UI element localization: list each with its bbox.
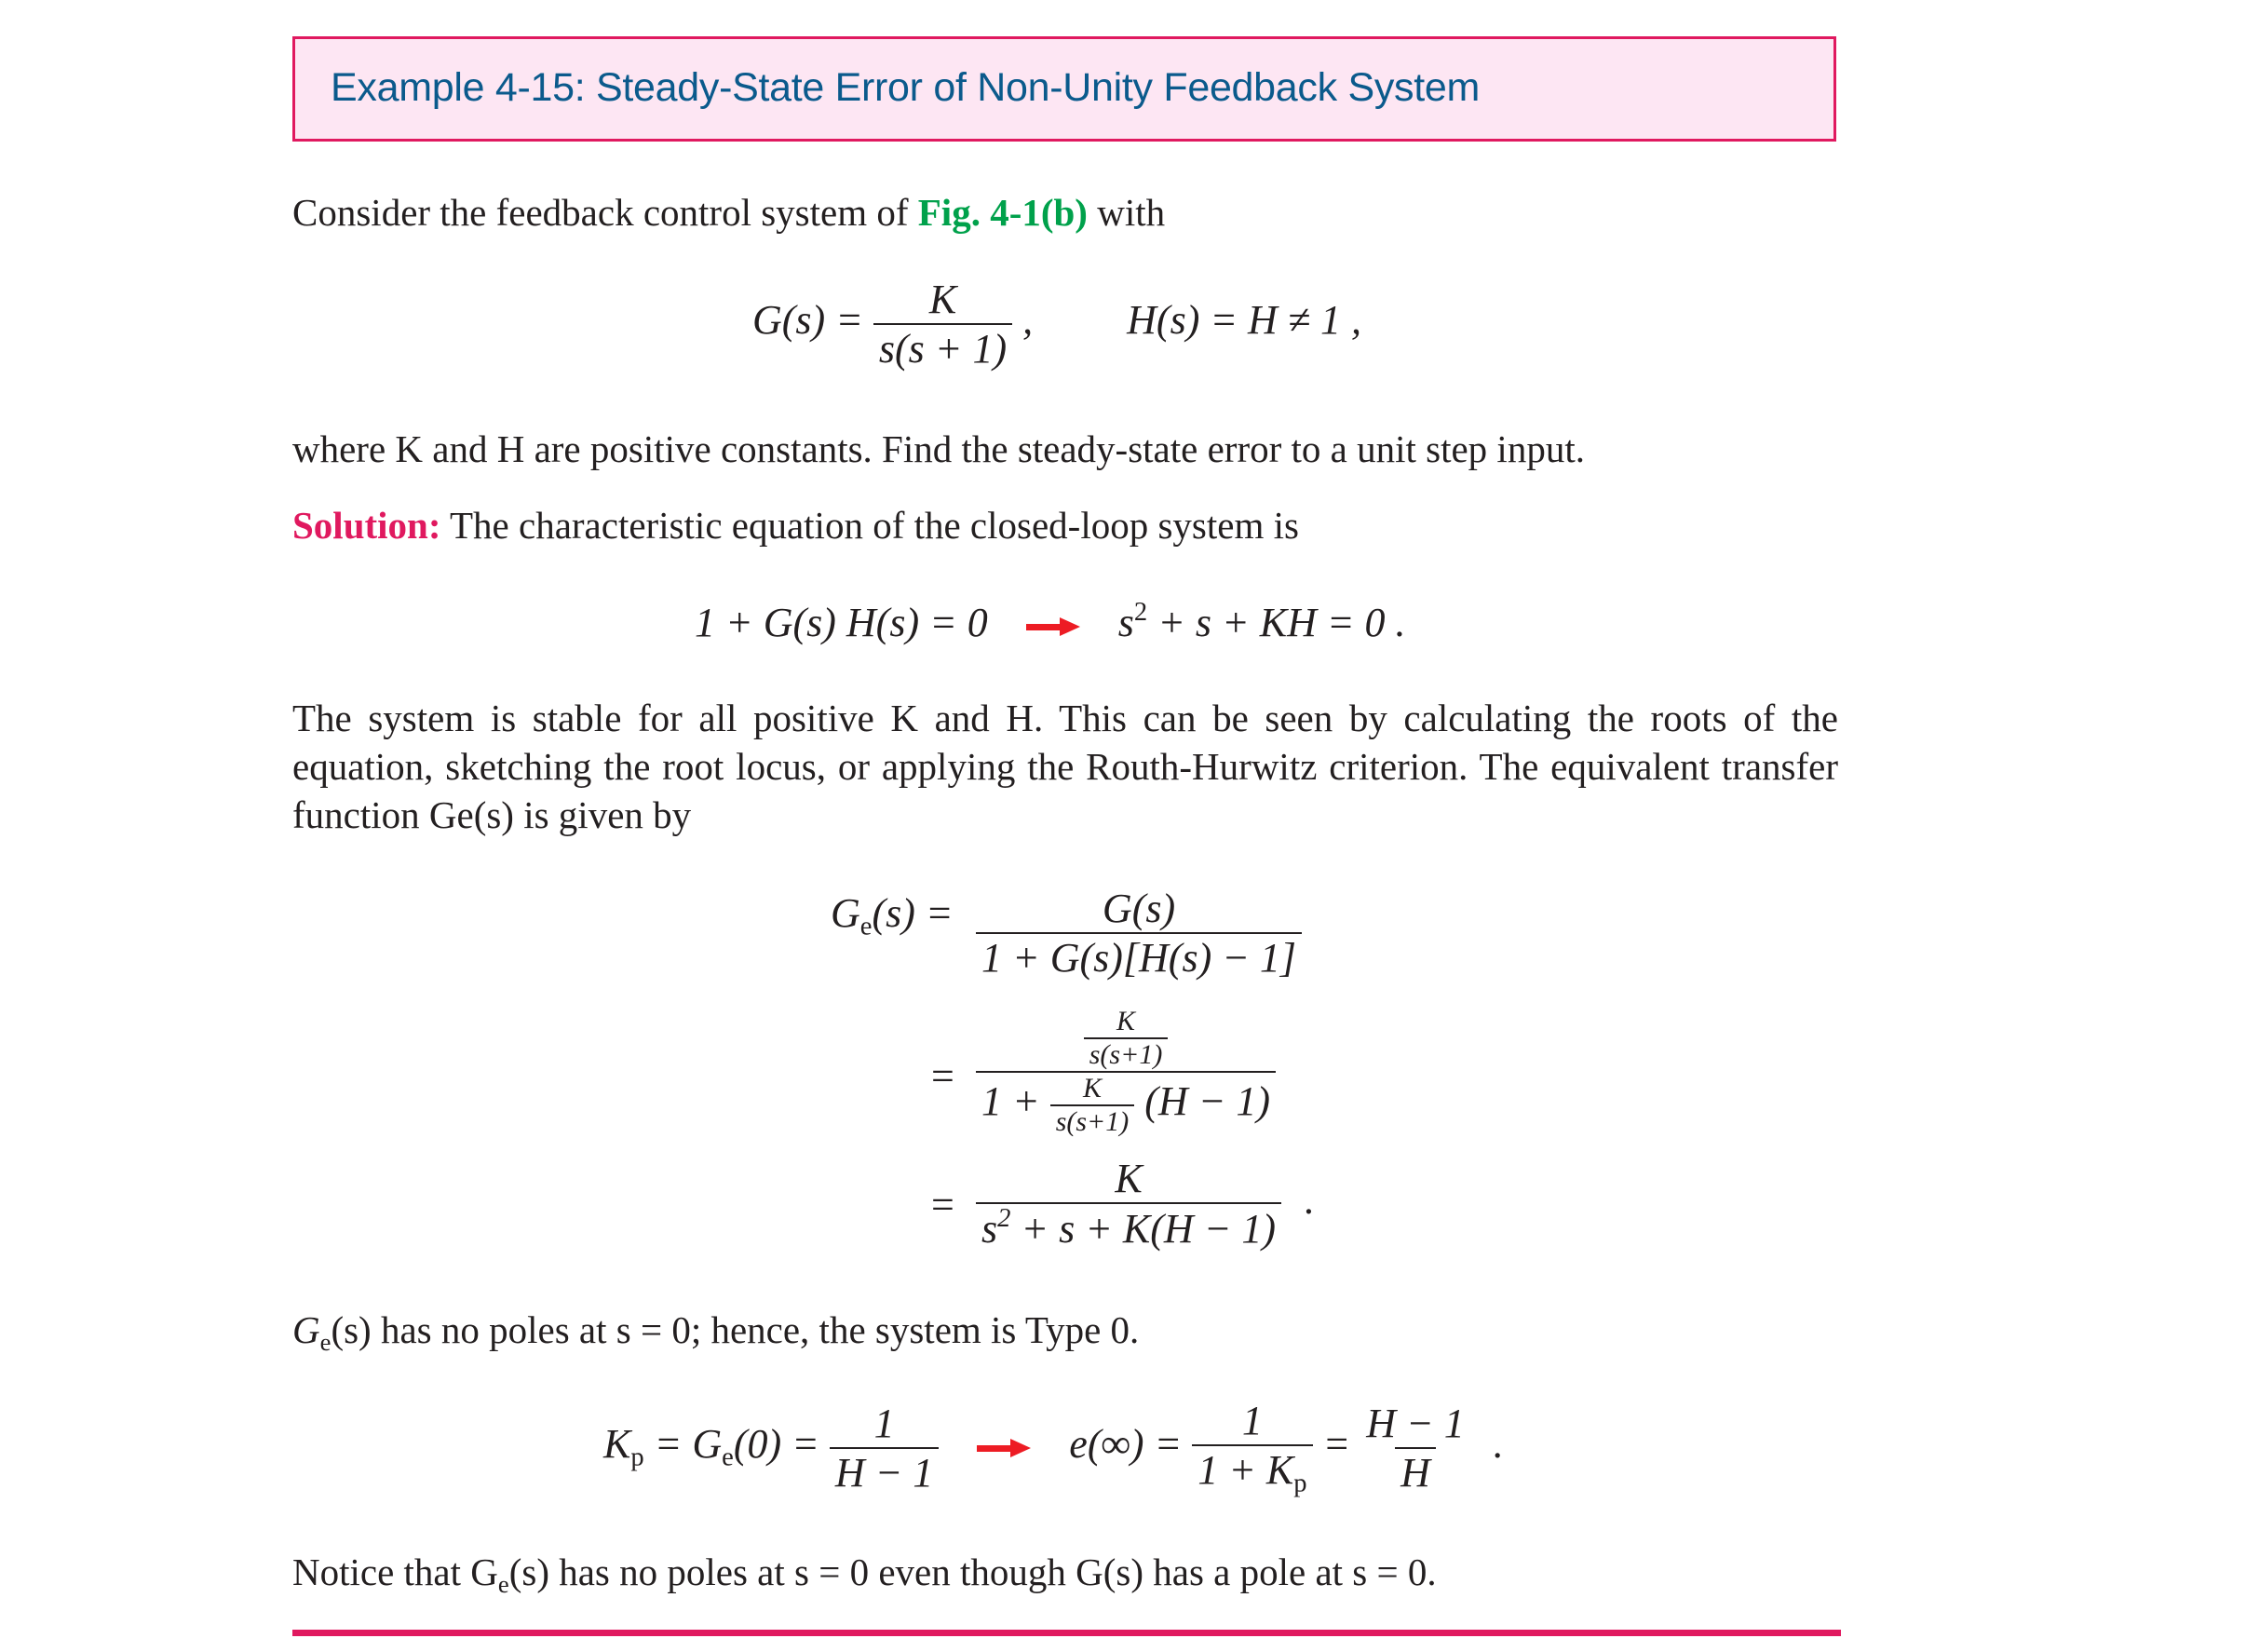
- err-den-sub: p: [1293, 1469, 1307, 1498]
- ge-g: G: [831, 890, 860, 936]
- kp-frac-den: H − 1: [830, 1447, 939, 1496]
- problem-statement: where K and H are positive constants. Find the steady-state error to a unit step input.: [292, 427, 1585, 470]
- solution-label: Solution:: [292, 504, 441, 547]
- intro-paragraph: [292, 188, 1838, 237]
- equals: =: [1322, 1420, 1351, 1467]
- error-fraction-1: [1192, 1397, 1312, 1499]
- ge-fraction-3: [976, 1155, 1281, 1253]
- ge-line3-numerator: K: [1115, 1156, 1143, 1201]
- den-rest: + s + K(H − 1): [1010, 1206, 1277, 1253]
- char-eq-lhs: 1 + G(s) H(s) = 0: [695, 600, 988, 646]
- nested-den-den: s(s+1): [1050, 1104, 1135, 1138]
- solution-text: The characteristic equation of the closed-loop system is: [440, 504, 1299, 547]
- note-after: (s) has no poles at s = 0 even though G(s) has a pole at s = 0.: [508, 1550, 1437, 1593]
- ge-sub: e: [722, 1442, 734, 1472]
- note-sub: e: [497, 1569, 509, 1598]
- error-equation: [603, 1397, 1504, 1499]
- stability-paragraph: The system is stable for all positive K and H. This can be seen by calculating the roots of the equation, sketching the root locus, or applying the Routh-Hurwitz criterion. The equivalent transfer function Ge(s) is given by: [292, 697, 1838, 836]
- ge-line-3-equals: =: [931, 1182, 954, 1227]
- ge-subscript: e: [859, 912, 873, 941]
- ge-lhs: [831, 889, 954, 942]
- example-title: Example 4-15: Steady-State Error of Non-Unity Feedback System: [331, 65, 1481, 110]
- solution-paragraph: [292, 501, 1838, 549]
- note-paragraph: [292, 1548, 1838, 1608]
- char-eq-exponent: 2: [1133, 598, 1148, 627]
- eq-ge: = G: [643, 1420, 723, 1467]
- ge-line2-numerator: [1078, 1006, 1174, 1071]
- ge-line-2: [976, 1006, 1276, 1138]
- ge-rest-0: (0) =: [733, 1420, 819, 1467]
- den-suffix: (H − 1): [1144, 1078, 1271, 1125]
- ge-fraction-2: [976, 1006, 1276, 1138]
- error-fraction-2: [1360, 1400, 1469, 1496]
- err-den-prefix: 1 + K: [1197, 1447, 1294, 1493]
- type-statement: [292, 1306, 1838, 1366]
- nested-num-num: K: [1116, 1006, 1136, 1036]
- bottom-divider: [292, 1630, 1841, 1636]
- nested-fraction-top: [1084, 1006, 1169, 1071]
- intro-text: Consider the feedback control system of: [292, 191, 918, 234]
- nested-den-num: K: [1082, 1073, 1102, 1104]
- nested-fraction-bottom: [1050, 1073, 1135, 1138]
- den-exponent: 2: [997, 1204, 1011, 1233]
- ge-line1-denominator: 1 + G(s)[H(s) − 1]: [976, 932, 1302, 982]
- right-arrow-icon: [977, 1442, 1031, 1455]
- type-sub: e: [319, 1327, 331, 1356]
- err-frac2-num: H − 1: [1366, 1400, 1465, 1446]
- comma: ,: [1022, 297, 1034, 344]
- den-s: s: [981, 1206, 998, 1253]
- nested-num-den: s(s+1): [1084, 1037, 1169, 1071]
- char-eq-rhs: + s + KH = 0 .: [1147, 600, 1406, 646]
- g-lhs: G(s) =: [752, 297, 863, 344]
- ge-line-3: [976, 1155, 1315, 1253]
- right-arrow-icon: [1026, 620, 1080, 633]
- err-frac1-num: 1: [1241, 1398, 1263, 1443]
- char-eq-s: s: [1117, 600, 1134, 646]
- ge-fraction-1: [976, 885, 1302, 982]
- example-title-box: [292, 36, 1836, 142]
- period: .: [1493, 1420, 1504, 1467]
- type-g: G: [292, 1308, 320, 1351]
- period: .: [1305, 1176, 1316, 1223]
- intro-text-end: with: [1087, 191, 1166, 234]
- err-frac2-den: H: [1395, 1447, 1436, 1496]
- kp-sub: p: [630, 1442, 644, 1472]
- kp-fraction: [830, 1400, 939, 1496]
- kp-frac-num: 1: [873, 1400, 895, 1446]
- g-fraction: [873, 276, 1012, 372]
- g-denominator: s(s + 1): [873, 323, 1012, 372]
- g-numerator: K: [928, 277, 957, 322]
- figure-link[interactable]: Fig. 4-1(b): [917, 191, 1088, 234]
- characteristic-equation: [695, 598, 1406, 646]
- ge-line3-denominator: [976, 1202, 1281, 1253]
- error-lhs: e(∞) =: [1069, 1420, 1183, 1467]
- ge-line-2-equals: =: [931, 1053, 954, 1099]
- h-expression: H(s) = H ≠ 1 ,: [1127, 297, 1361, 344]
- err-frac1-den: [1192, 1444, 1312, 1499]
- ge-line-1: [976, 885, 1302, 982]
- ge-rest: (s) =: [872, 890, 954, 936]
- ge-line1-numerator: G(s): [1102, 886, 1176, 931]
- den-prefix: 1 +: [981, 1078, 1040, 1125]
- kp: K: [603, 1420, 631, 1467]
- ge-line2-denominator: [976, 1071, 1276, 1138]
- type-text: (s) has no poles at s = 0; hence, the system is Type 0.: [331, 1308, 1140, 1351]
- note-before: Notice that G: [292, 1550, 498, 1593]
- equation-g-h: [752, 276, 1361, 372]
